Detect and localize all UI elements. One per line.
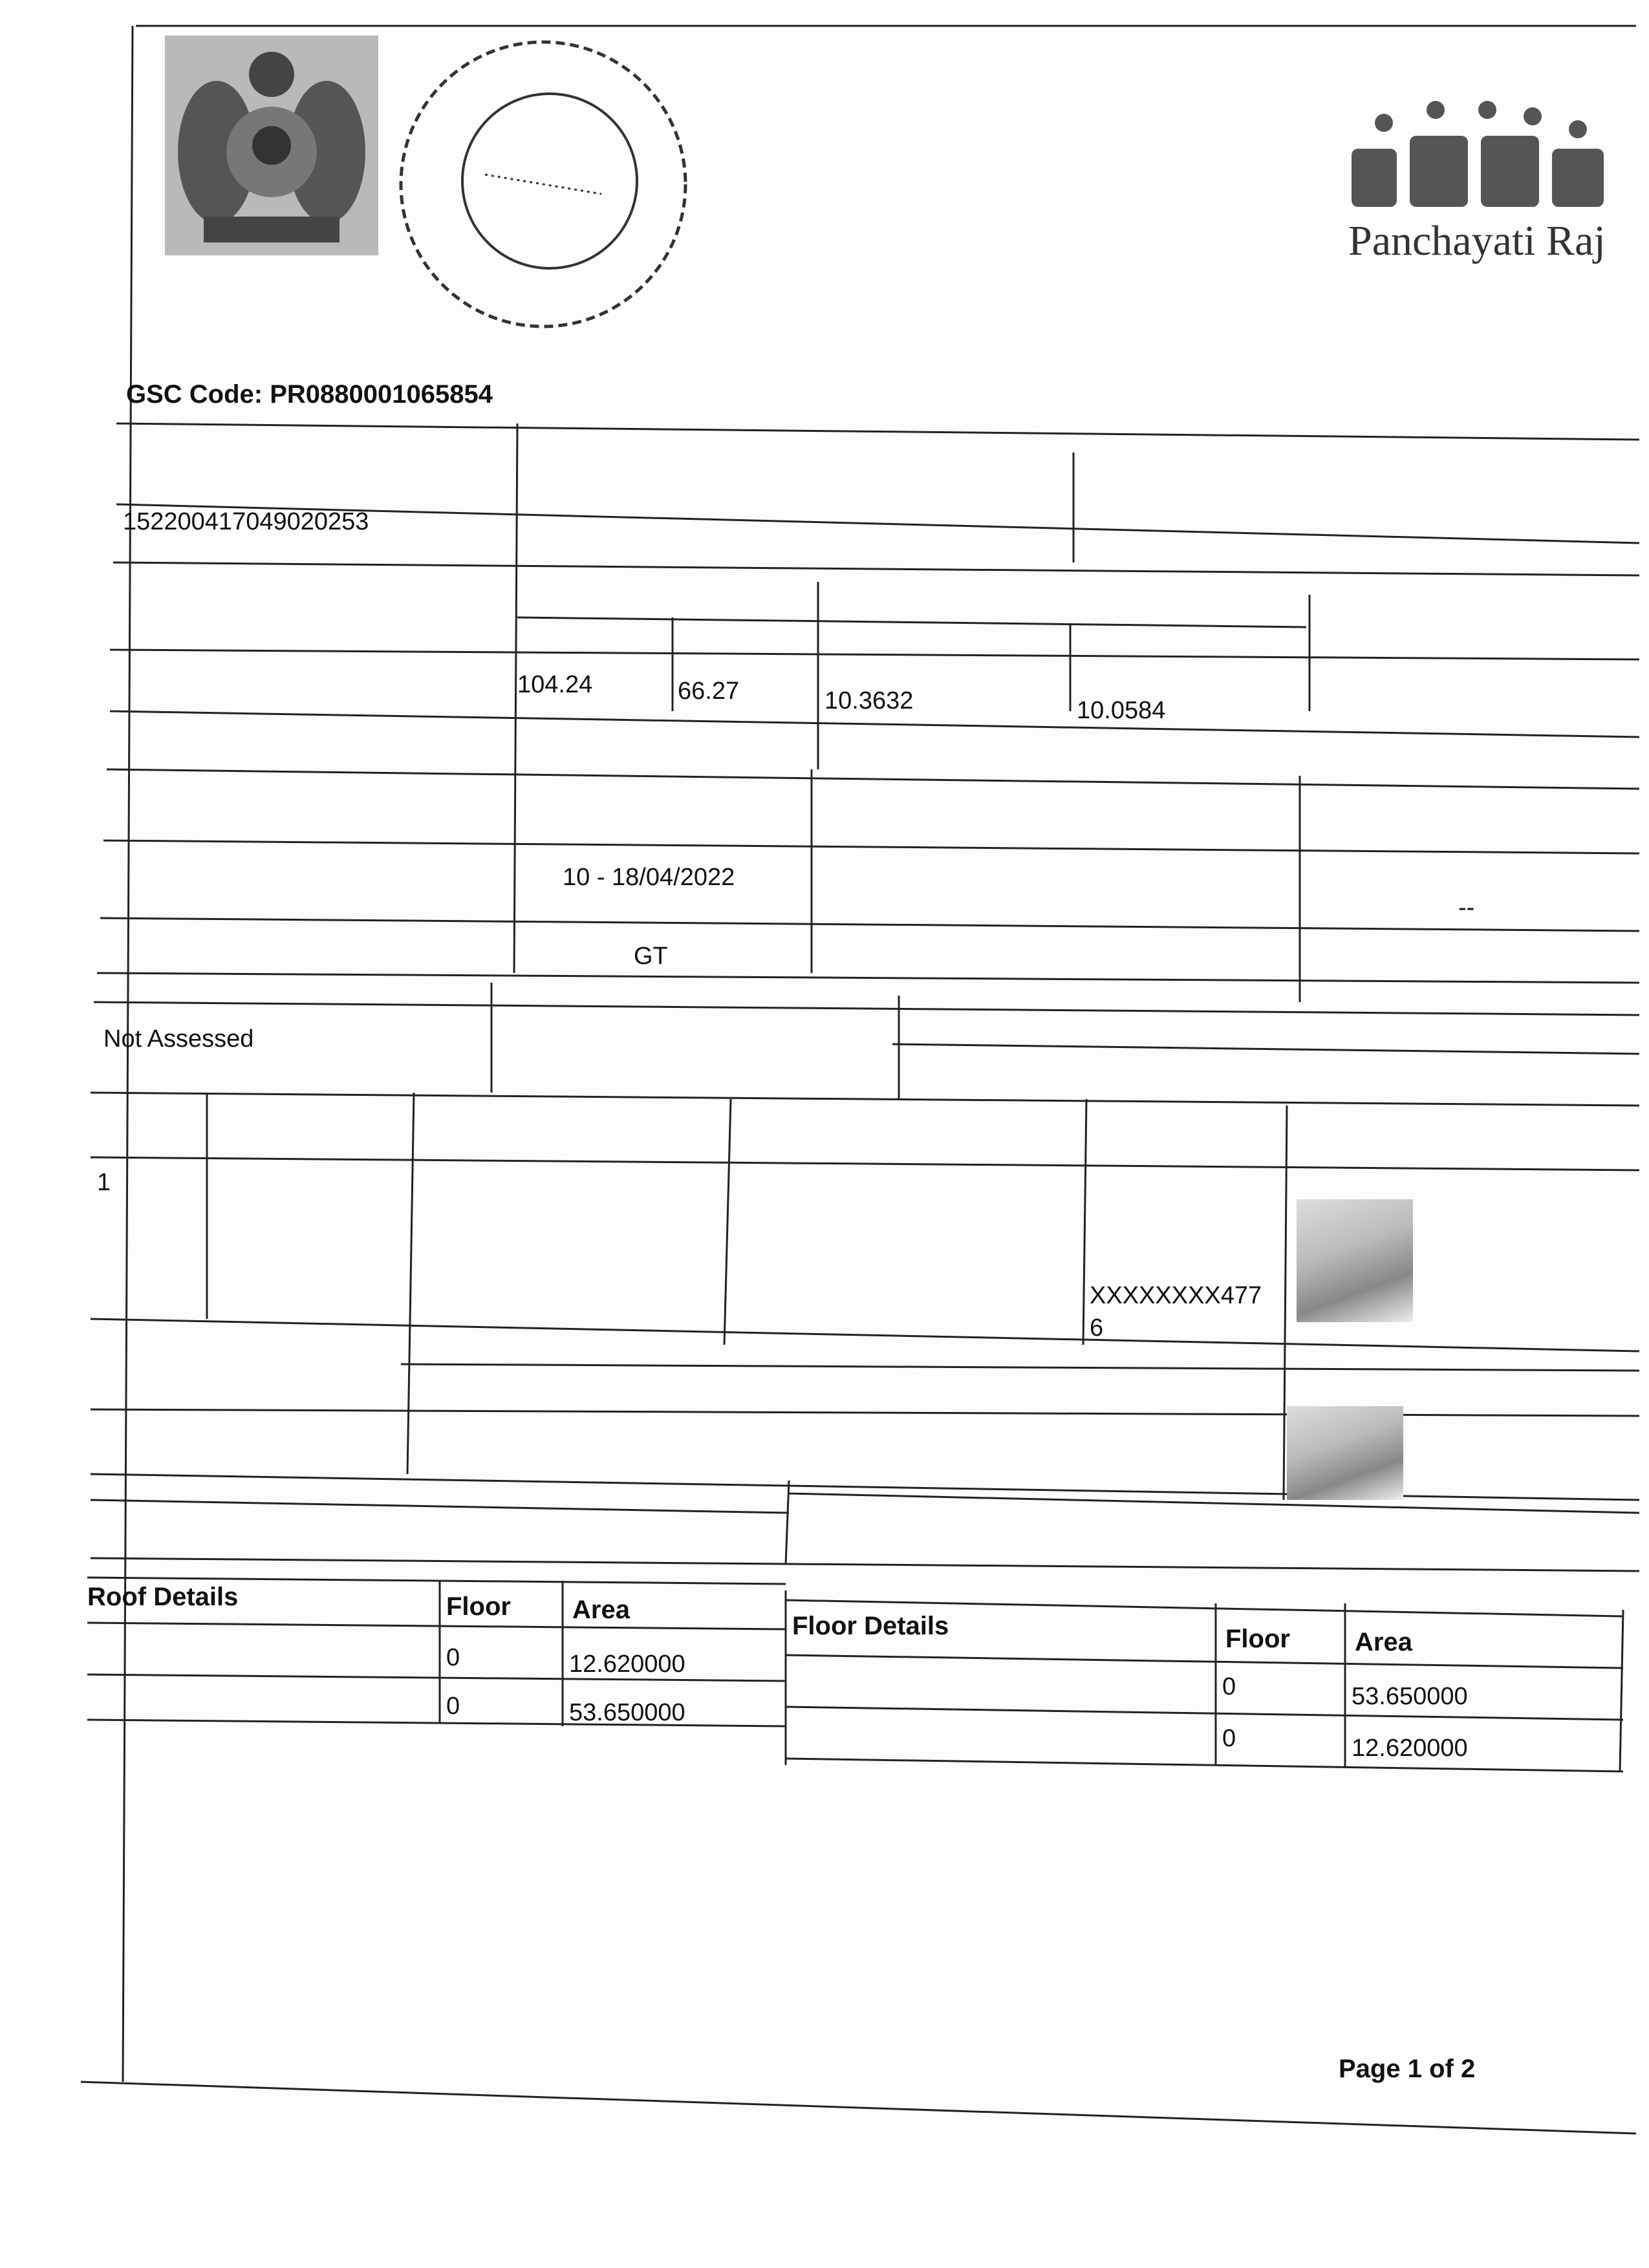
floor-area-header: Area [1355,1628,1412,1656]
logo-text: Panchayati Raj [1348,217,1606,264]
roof-area-header: Area [572,1596,630,1624]
owner-id-line4: 6 [1090,1314,1104,1342]
floor-area: 12.620000 [1352,1735,1468,1762]
roof-area: 53.650000 [569,1699,685,1726]
owner-photo [1297,1199,1413,1322]
floor-floor-header: Floor [1225,1625,1290,1653]
floor-floor: 0 [1222,1725,1236,1752]
residential-area: 104.24 [517,671,593,698]
floor-area: 53.650000 [1352,1683,1468,1710]
mutation-value: -- [1458,894,1475,921]
property-photo [1287,1406,1403,1500]
page-number: Page 1 of 2 [1339,2055,1476,2083]
property-number: 152200417049020253 [123,508,369,535]
east-west: 10.3632 [824,687,914,714]
karnataka-emblem-icon [165,36,378,255]
floor-details-title: Floor Details [792,1612,949,1640]
gsc-code: GSC Code: PR0880001065854 [126,380,493,409]
resolution-value: 10 - 18/04/2022 [563,864,735,891]
roof-floor: 0 [446,1644,460,1671]
total-tax-value: Not Assessed [103,1025,254,1053]
floor-floor: 0 [1222,1673,1236,1700]
panchayati-raj-logo-icon [1345,97,1617,220]
roof-area: 12.620000 [569,1651,685,1678]
official-seal-stamp [388,32,698,336]
roof-floor-header: Floor [446,1592,511,1621]
building-area: 66.27 [678,678,740,705]
owner-id-line3: XXXXXXXX477 [1090,1282,1262,1309]
roof-details-title: Roof Details [87,1583,239,1611]
survey-number: GT [634,943,668,970]
owner-number: 1 [97,1169,111,1196]
north-south: 10.0584 [1077,697,1166,724]
roof-floor: 0 [446,1693,460,1720]
